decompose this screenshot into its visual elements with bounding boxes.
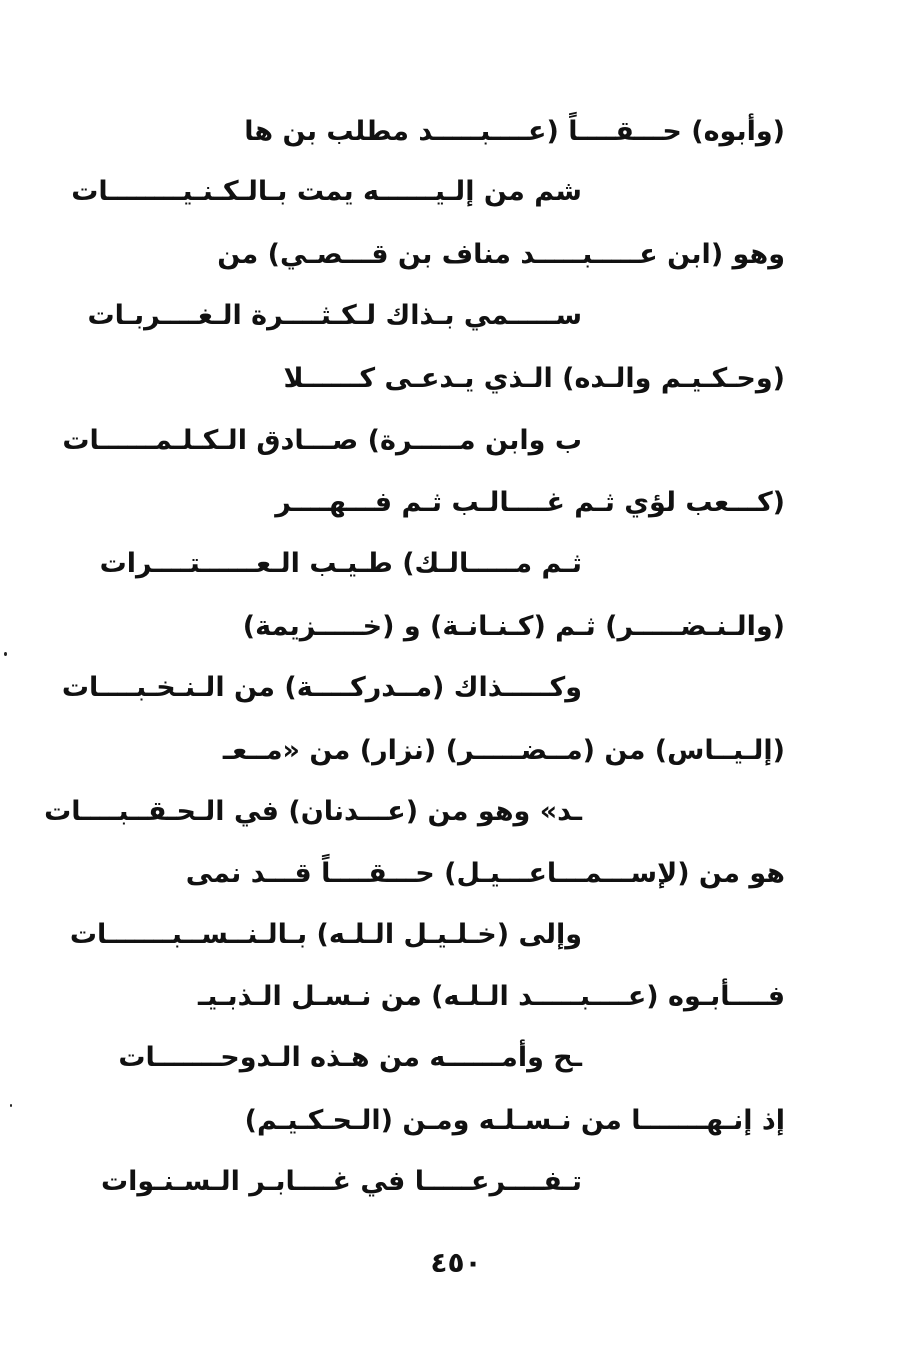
scan-speck [10, 1104, 12, 1107]
verse-8-first-hemistich: فــــأبـوه (عــــبـــــد الـلـه) من نـسـل الـذبـيـ [197, 981, 785, 1012]
verse-3-first-hemistich: (وحـكـيـم والـده) الـذي يـدعـى كــــــلا [283, 363, 785, 394]
verse-4-first-hemistich: (كـــعب لؤي ثـم غــــالـب ثـم فـــهــــر [275, 487, 785, 518]
verse-7-second-hemistich: وإلى (خـلـيـل الـلـه) بـالـنــســبـــــــات [69, 919, 582, 950]
verse-9-first-hemistich: إذ إنـهـــــــا من نـسـلـه ومـن (الـحـكـيـم) [244, 1105, 785, 1136]
verse-1-second-hemistich: شم من إلـيــــــه يمت بـالـكـنـيــــــــات [71, 176, 582, 207]
verse-2-first-hemistich: وهو (ابن عـــــبـــــد مناف بن قـــصـي) من [217, 239, 785, 270]
verse-5-first-hemistich: (والـنـضـــــر) ثـم (كـنـانـة) و (خـــــزيمة) [242, 611, 785, 642]
verse-6-first-hemistich: (إلـيــاس) من (مــضـــــر) (نزار) من «مــعـ [222, 735, 785, 766]
page-number: ٤٥٠ [430, 1246, 482, 1279]
verse-2-second-hemistich: ســـــمي بـذاك لـكـثــــرة الـغــــربـات [87, 300, 582, 331]
verse-8-second-hemistich: ـح وأمــــــه من هـذه الـدوحـــــــات [118, 1042, 582, 1073]
verse-4-second-hemistich: ثـم مـــــالـك) طـيـب الـعــــــتــــرات [99, 548, 582, 579]
verse-9-second-hemistich: تـفــــرعـــــا في غــــابـر الـسـنـوات [101, 1166, 582, 1197]
verse-5-second-hemistich: وكـــــذاك (مــدركــــة) من الـنـخـبــــات [61, 672, 582, 703]
verse-7-first-hemistich: هو من (لإســـمـــاعـــيـل) حـــقــــاً قـــد نمى [185, 858, 785, 889]
scan-speck [4, 652, 7, 656]
verse-6-second-hemistich: ـد» وهو من (عـــدنان) في الـحـقــبــــات [44, 796, 582, 827]
verse-1-first-hemistich: (وأبوه) حـــقــــاً (عــــبـــــد مطلب بن ها [244, 116, 785, 147]
verse-3-second-hemistich: ب وابن مـــــرة) صـــادق الـكـلـمــــــات [62, 425, 582, 456]
